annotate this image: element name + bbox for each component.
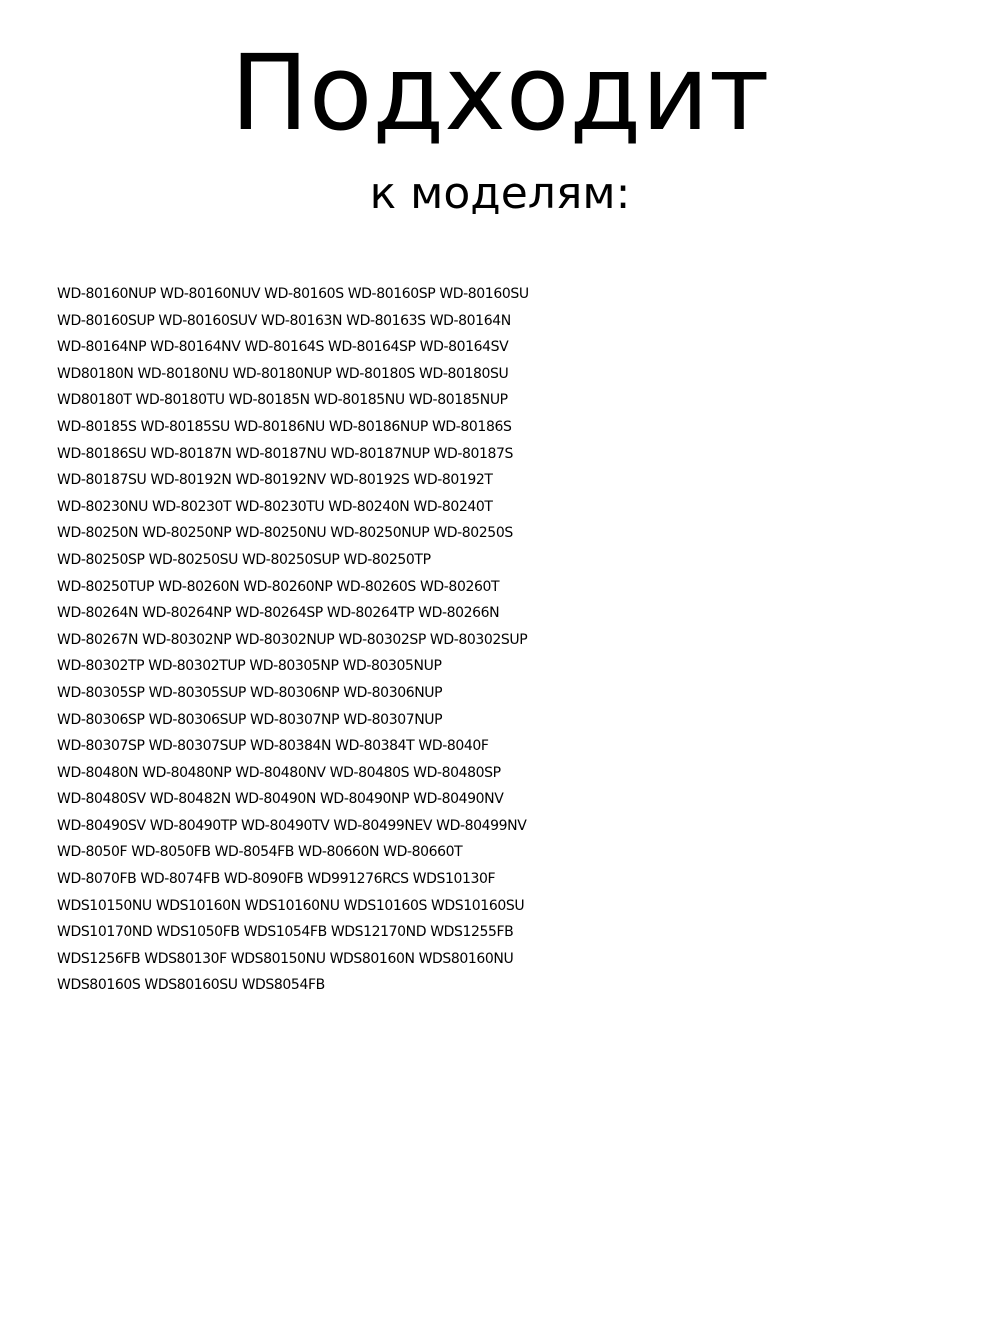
page-title: Подходит xyxy=(230,32,770,154)
model-line: WD-8050F WD-8050FB WD-8054FB WD-80660N WD-80660T xyxy=(57,844,463,861)
model-line: WD-80250TUP WD-80260N WD-80260NP WD-80260S WD-80260T xyxy=(57,578,500,595)
model-line: WDS1256FB WDS80130F WDS80150NU WDS80160N WDS80160NU xyxy=(57,950,514,967)
model-list xyxy=(57,281,997,999)
model-line: WD-80305SP WD-80305SUP WD-80306NP WD-80306NUP xyxy=(57,684,443,701)
model-line: WD-80480SV WD-80482N WD-80490N WD-80490NP WD-80490NV xyxy=(57,791,504,808)
model-line: WD-80230NU WD-80230T WD-80230TU WD-80240N WD-80240T xyxy=(57,498,493,515)
model-line: WD-80250N WD-80250NP WD-80250NU WD-80250NUP WD-80250S xyxy=(57,525,513,542)
model-line: WD-80490SV WD-80490TP WD-80490TV WD-80499NEV WD-80499NV xyxy=(57,817,527,834)
model-line: WD-80187SU WD-80192N WD-80192NV WD-80192S WD-80192T xyxy=(57,472,493,489)
model-line: WDS80160S WDS80160SU WDS8054FB xyxy=(57,977,325,994)
model-line: WD80180N WD-80180NU WD-80180NUP WD-80180S WD-80180SU xyxy=(57,365,509,382)
model-line: WD-80264N WD-80264NP WD-80264SP WD-80264TP WD-80266N xyxy=(57,605,500,622)
page-subtitle: к моделям: xyxy=(369,168,631,219)
model-line: WD-80186SU WD-80187N WD-80187NU WD-80187NUP WD-80187S xyxy=(57,445,514,462)
model-line: WD-80164NP WD-80164NV WD-80164S WD-80164SP WD-80164SV xyxy=(57,339,509,356)
model-line: WD-80160SUP WD-80160SUV WD-80163N WD-80163S WD-80164N xyxy=(57,312,511,329)
model-line: WDS10170ND WDS1050FB WDS1054FB WDS12170ND WDS1255FB xyxy=(57,924,514,941)
model-line: WD80180T WD-80180TU WD-80185N WD-80185NU WD-80185NUP xyxy=(57,392,508,409)
model-line: WDS10150NU WDS10160N WDS10160NU WDS10160S WDS10160SU xyxy=(57,897,525,914)
model-line: WD-80185S WD-80185SU WD-80186NU WD-80186NUP WD-80186S xyxy=(57,418,512,435)
model-line: WD-80480N WD-80480NP WD-80480NV WD-80480S WD-80480SP xyxy=(57,764,501,781)
model-line: WD-8070FB WD-8074FB WD-8090FB WD991276RCS WDS10130F xyxy=(57,871,496,888)
model-line: WD-80302TP WD-80302TUP WD-80305NP WD-80305NUP xyxy=(57,658,442,675)
model-line: WD-80307SP WD-80307SUP WD-80384N WD-80384T WD-8040F xyxy=(57,738,489,755)
model-line: WD-80306SP WD-80306SUP WD-80307NP WD-80307NUP xyxy=(57,711,443,728)
model-line: WD-80160NUP WD-80160NUV WD-80160S WD-80160SP WD-80160SU xyxy=(57,286,529,302)
model-line: WD-80267N WD-80302NP WD-80302NUP WD-80302SP WD-80302SUP xyxy=(57,631,528,648)
model-line: WD-80250SP WD-80250SU WD-80250SUP WD-80250TP xyxy=(57,551,431,568)
